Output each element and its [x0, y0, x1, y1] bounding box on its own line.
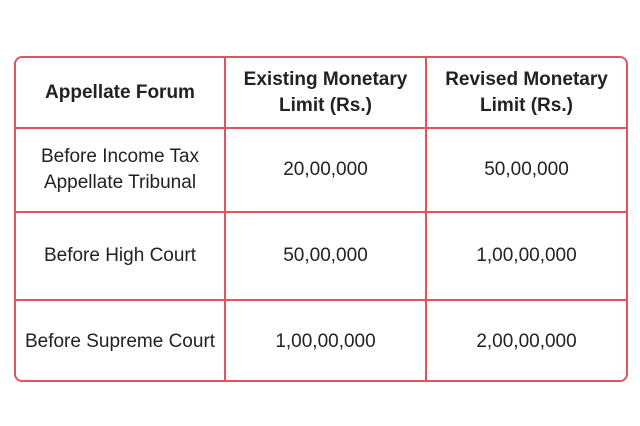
- forum-cell: Before Supreme Court: [16, 300, 225, 382]
- header-appellate-forum: Appellate Forum: [16, 58, 225, 128]
- forum-cell: Before Income Tax Appellate Tribunal: [16, 128, 225, 212]
- monetary-limit-table-container: [14, 56, 628, 382]
- existing-limit-cell: 50,00,000: [225, 212, 426, 300]
- table-row: [16, 128, 626, 212]
- header-revised-limit: Revised Monetary Limit (Rs.): [426, 58, 626, 128]
- forum-cell: Before High Court: [16, 212, 225, 300]
- existing-limit-cell: 20,00,000: [225, 128, 426, 212]
- existing-limit-cell: 1,00,00,000: [225, 300, 426, 382]
- revised-limit-cell: 1,00,00,000: [426, 212, 626, 300]
- table-header-row: [16, 58, 626, 128]
- monetary-limit-table: [16, 58, 626, 382]
- table-row: [16, 212, 626, 300]
- revised-limit-cell: 50,00,000: [426, 128, 626, 212]
- header-existing-limit: Existing Monetary Limit (Rs.): [225, 58, 426, 128]
- revised-limit-cell: 2,00,00,000: [426, 300, 626, 382]
- table-row: [16, 300, 626, 382]
